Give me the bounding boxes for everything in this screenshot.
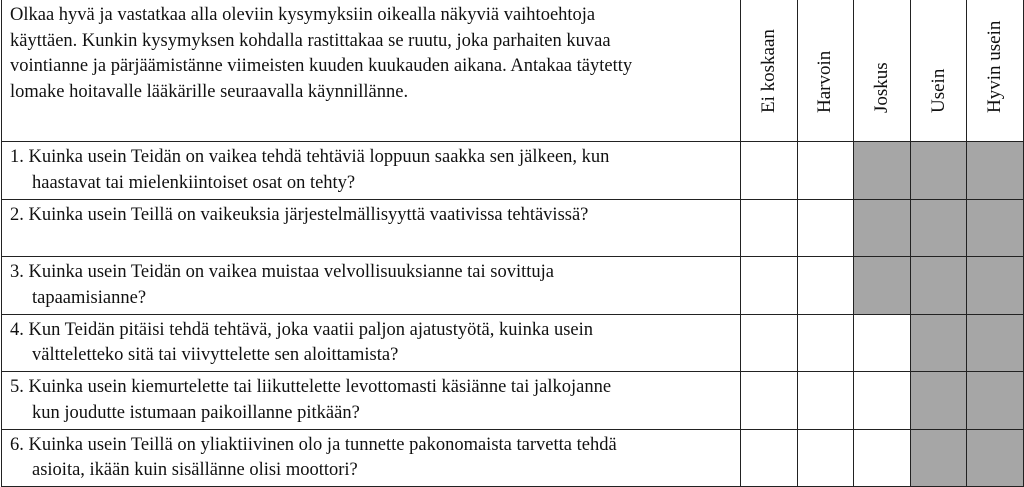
question-line: 4. Kun Teidän pitäisi tehdä tehtävä, joka vaatii paljon ajatustyötä, kuinka usein <box>10 319 594 340</box>
question-row <box>2 372 1024 430</box>
instructions-line: käyttäen. Kunkin kysymyksen kohdalla rastittakaa se ruutu, joka parhaiten kuvaa <box>10 30 611 51</box>
question-text <box>2 314 741 372</box>
instructions-line: vointianne ja pärjäämistänne viimeisten kuuden kuukauden aikana. Antakaa täytetty <box>10 56 633 76</box>
question-text <box>2 142 741 200</box>
question-line: kun joudutte istumaan paikoillanne pitkään? <box>32 402 360 423</box>
answer-box-hyvin-usein[interactable] <box>967 372 1024 430</box>
answer-box-joskus[interactable] <box>854 314 911 372</box>
answer-box-ei-koskaan[interactable] <box>741 257 798 315</box>
answer-box-joskus[interactable] <box>854 199 911 257</box>
answer-box-usein[interactable] <box>910 142 967 200</box>
question-text <box>2 372 741 430</box>
question-text <box>2 257 741 315</box>
questionnaire-table <box>1 0 1024 487</box>
header-row <box>2 0 1024 142</box>
answer-box-usein[interactable] <box>910 199 967 257</box>
answer-box-hyvin-usein[interactable] <box>967 429 1024 487</box>
answer-box-harvoin[interactable] <box>797 142 854 200</box>
answer-box-usein[interactable] <box>910 372 967 430</box>
instructions-line: lomake hoitavalle lääkärille seuraavalla käynnillänne. <box>10 81 409 102</box>
question-line: 1. Kuinka usein Teidän on vaikea tehdä tehtäviä loppuun saakka sen jälkeen, kun <box>10 147 610 167</box>
answer-box-harvoin[interactable] <box>797 372 854 430</box>
answer-box-ei-koskaan[interactable] <box>741 142 798 200</box>
answer-box-hyvin-usein[interactable] <box>967 142 1024 200</box>
answer-box-joskus[interactable] <box>854 257 911 315</box>
option-header-usein: Usein <box>910 0 967 142</box>
question-text <box>2 199 741 257</box>
answer-box-hyvin-usein[interactable] <box>967 199 1024 257</box>
answer-box-joskus[interactable] <box>854 372 911 430</box>
answer-box-hyvin-usein[interactable] <box>967 257 1024 315</box>
option-header-harvoin: Harvoin <box>797 0 854 142</box>
question-line: 6. Kuinka usein Teillä on yliaktiivinen olo ja tunnette pakonomaista tarvetta tehdä <box>10 434 617 455</box>
answer-box-harvoin[interactable] <box>797 314 854 372</box>
question-row <box>2 429 1024 487</box>
question-row <box>2 314 1024 372</box>
option-header-joskus: Joskus <box>854 0 911 142</box>
answer-box-ei-koskaan[interactable] <box>741 372 798 430</box>
answer-box-hyvin-usein[interactable] <box>967 314 1024 372</box>
question-line: 3. Kuinka usein Teidän on vaikea muistaa velvollisuuksianne tai sovittuja <box>10 262 555 282</box>
answer-box-harvoin[interactable] <box>797 199 854 257</box>
question-row <box>2 199 1024 257</box>
answer-box-ei-koskaan[interactable] <box>741 314 798 372</box>
answer-box-usein[interactable] <box>910 257 967 315</box>
answer-box-usein[interactable] <box>910 429 967 487</box>
question-row <box>2 142 1024 200</box>
question-line: 5. Kuinka usein kiemurtelette tai liikuttelette levottomasti käsiänne tai jalkojanne <box>10 377 612 397</box>
question-line: tapaamisianne? <box>32 287 147 308</box>
instructions <box>2 0 741 142</box>
answer-box-joskus[interactable] <box>854 142 911 200</box>
question-line: vältteletteko sitä tai viivyttelette sen aloittamista? <box>32 345 399 365</box>
question-line: asioita, ikään kuin sisällänne olisi moottori? <box>32 460 358 480</box>
answer-box-joskus[interactable] <box>854 429 911 487</box>
question-line: 2. Kuinka usein Teillä on vaikeuksia järjestelmällisyyttä vaativissa tehtävissä? <box>10 204 589 225</box>
question-line: haastavat tai mielenkiintoiset osat on tehty? <box>32 172 356 193</box>
answer-box-harvoin[interactable] <box>797 429 854 487</box>
option-header-ei-koskaan: Ei koskaan <box>741 0 798 142</box>
instructions-line: Olkaa hyvä ja vastatkaa alla oleviin kysymyksiin oikealla näkyviä vaihtoehtoja <box>10 5 596 25</box>
answer-box-harvoin[interactable] <box>797 257 854 315</box>
question-row <box>2 257 1024 315</box>
answer-box-ei-koskaan[interactable] <box>741 429 798 487</box>
question-text <box>2 429 741 487</box>
answer-box-usein[interactable] <box>910 314 967 372</box>
option-header-hyvin-usein: Hyvin usein <box>967 0 1024 142</box>
answer-box-ei-koskaan[interactable] <box>741 199 798 257</box>
